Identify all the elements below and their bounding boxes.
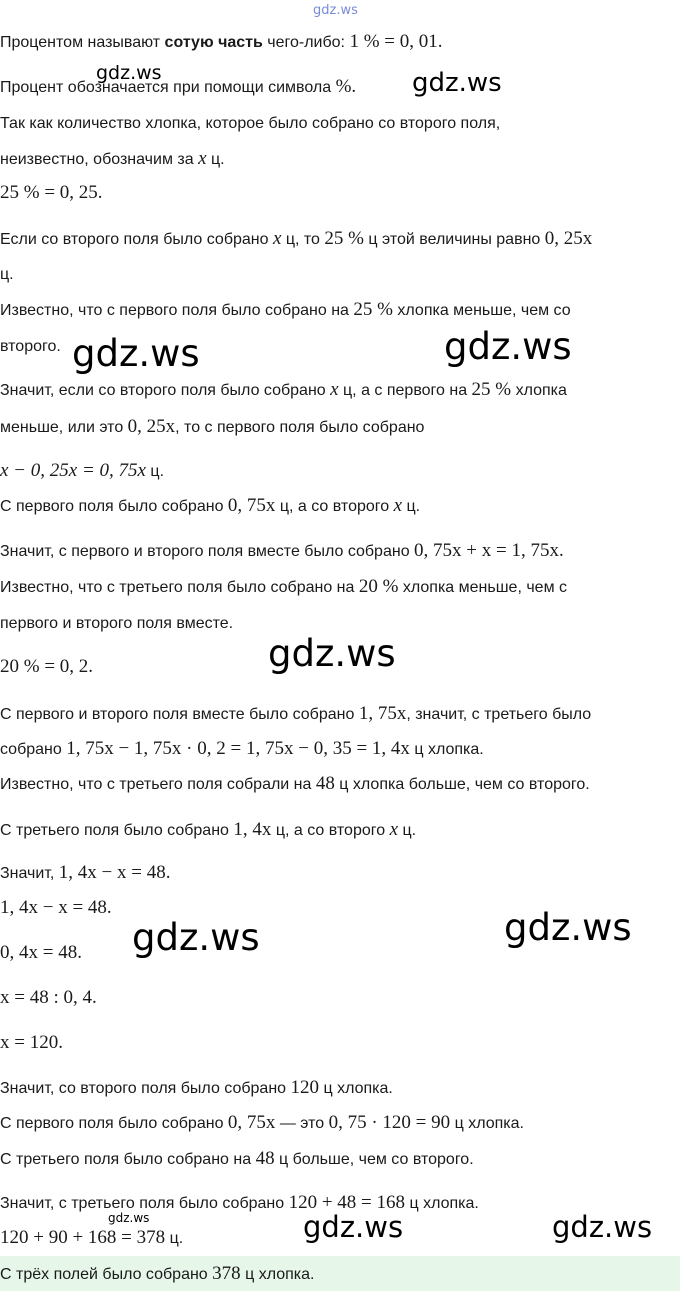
watermark-1: gdz.ws (96, 62, 162, 84)
watermark-5: gdz.ws (268, 632, 396, 675)
text-line-31: 120 + 90 + 168 = 378 ц. (0, 1227, 184, 1248)
watermark-3: gdz.ws (72, 332, 200, 375)
text-line-11: меньше, или это 0, 25x, то с первого поля было собрано (0, 416, 425, 437)
text-line-3: Так как количество хлопка, которое было собрано со второго поля, (0, 115, 501, 132)
text-line-16: первого и второго поля вместе. (0, 615, 234, 632)
text-line-4: неизвестно, обозначим за x ц. (0, 148, 225, 169)
text-line-1: Процентом называют сотую часть чего-либо: 1 % = 0, 01. (0, 31, 443, 52)
answer-highlight (0, 1256, 680, 1291)
text-line-8: Известно, что с первого поля было собрано на 25 % хлопка меньше, чем со (0, 299, 571, 320)
text-line-20: Известно, что с третьего поля собрали на 48 ц хлопка больше, чем со второго. (0, 773, 590, 794)
answer-text: С трёх полей было собрано 378 ц хлопка. (0, 1263, 315, 1284)
text-line-6: Если со второго поля было собрано x ц, то 25 % ц этой величины равно 0, 25x (0, 228, 593, 249)
watermark-8: gdz.ws (108, 1211, 150, 1225)
text-line-10: Значит, если со второго поля было собрано x ц, а с первого на 25 % хлопка (0, 379, 567, 400)
text-line-29: С третьего поля было собрано на 48 ц больше, чем со второго. (0, 1148, 474, 1169)
watermark-4: gdz.ws (444, 325, 572, 368)
watermark-7: gdz.ws (504, 906, 632, 949)
watermark-10: gdz.ws (552, 1210, 653, 1244)
watermark-2: gdz.ws (412, 68, 502, 98)
text-line-12: x − 0, 25x = 0, 75x ц. (0, 460, 165, 481)
text-line-2: Процент обозначается при помощи символа %. (0, 76, 357, 97)
watermark-6: gdz.ws (132, 916, 260, 959)
text-line-22: Значит, 1, 4x − x = 48. (0, 862, 171, 883)
text-line-21: С третьего поля было собрано 1, 4x ц, а со второго x ц. (0, 819, 417, 840)
text-line-24: 0, 4x = 48. (0, 942, 82, 963)
text-line-18: С первого и второго поля вместе было собрано 1, 75x, значит, с третьего было (0, 703, 592, 724)
text-line-5: 25 % = 0, 25. (0, 182, 103, 203)
text-line-19: собрано 1, 75x − 1, 75x · 0, 2 = 1, 75x − 0, 35 = 1, 4x ц хлопка. (0, 738, 484, 759)
text-line-23: 1, 4x − x = 48. (0, 897, 112, 918)
text-line-17: 20 % = 0, 2. (0, 656, 94, 677)
text-line-25: x = 48 : 0, 4. (0, 987, 97, 1008)
watermark-9: gdz.ws (303, 1210, 404, 1244)
text-line-28: С первого поля было собрано 0, 75x — это 0, 75 · 120 = 90 ц хлопка. (0, 1112, 524, 1133)
text-line-9: второго. (0, 338, 61, 355)
text-line-30: Значит, с третьего поля было собрано 120 + 48 = 168 ц хлопка. (0, 1192, 479, 1213)
text-line-15: Известно, что с третьего поля было собрано на 20 % хлопка меньше, чем с (0, 576, 568, 597)
text-line-26: x = 120. (0, 1032, 63, 1053)
text-line-14: Значит, с первого и второго поля вместе было собрано 0, 75x + x = 1, 75x. (0, 540, 564, 561)
watermark-top: gdz.ws (313, 3, 358, 18)
text-line-27: Значит, со второго поля было собрано 120 ц хлопка. (0, 1077, 393, 1098)
text-line-13: С первого поля было собрано 0, 75x ц, а со второго x ц. (0, 495, 421, 516)
text-line-7: ц. (0, 266, 14, 283)
